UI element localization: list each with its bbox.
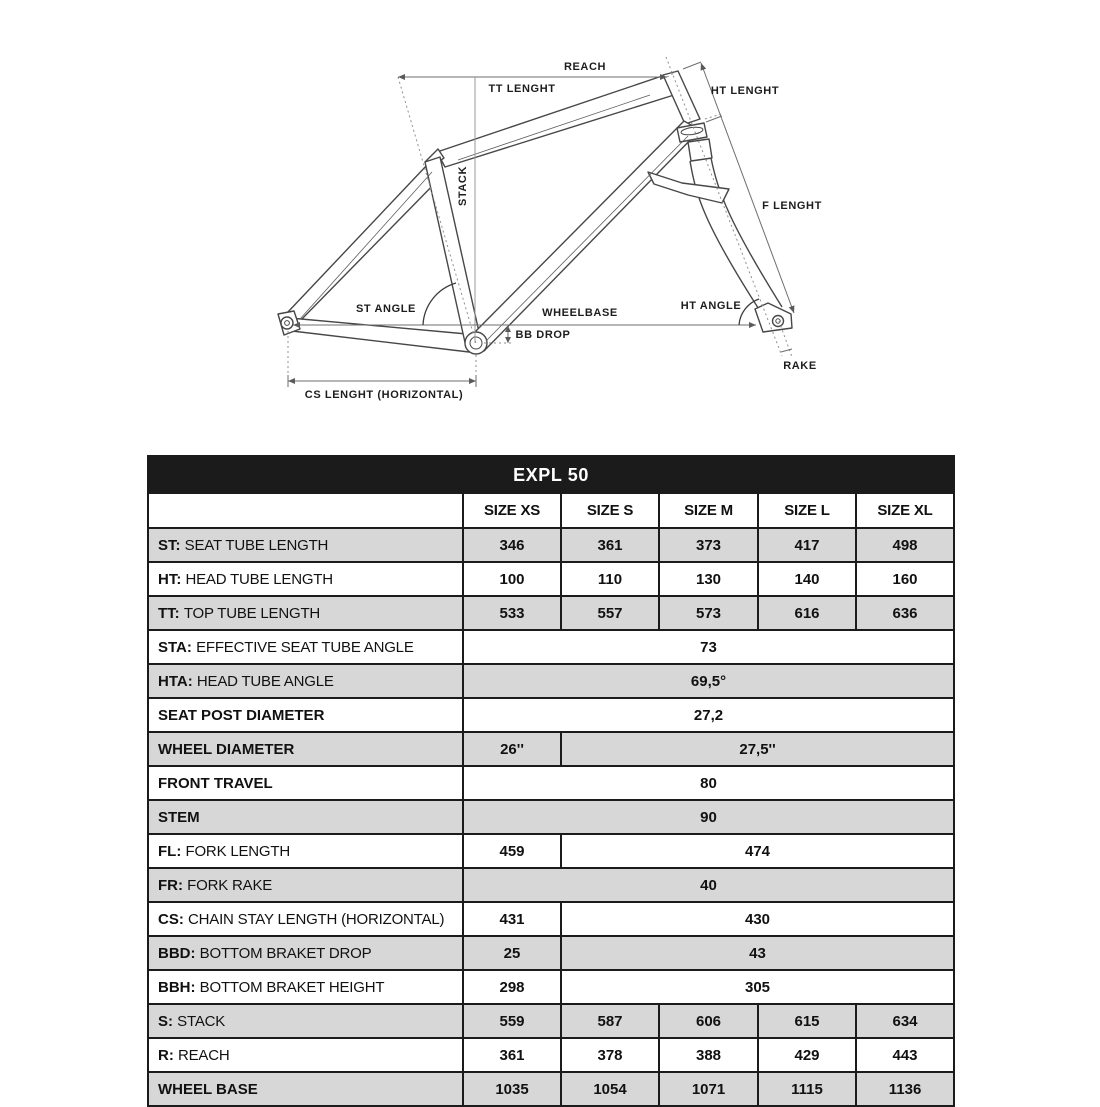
spec-value: 430	[561, 902, 954, 936]
spec-value: 417	[758, 528, 856, 562]
frame-geometry-diagram	[0, 0, 1100, 440]
column-header: SIZE L	[758, 493, 856, 528]
spec-value: 361	[561, 528, 659, 562]
label-rake: RAKE	[783, 360, 817, 372]
spec-value: 160	[856, 562, 954, 596]
title-row	[148, 456, 954, 493]
spec-name: HEAD TUBE ANGLE	[196, 672, 334, 690]
spec-value: 443	[856, 1038, 954, 1072]
label-wheelbase: WHEELBASE	[542, 307, 618, 319]
rear-axle-hole	[285, 321, 290, 326]
spec-abbr: FR:	[158, 876, 183, 894]
spec-abbr: FRONT TRAVEL	[158, 774, 273, 792]
spec-row	[148, 664, 954, 698]
spec-label	[148, 1038, 463, 1072]
spec-name: SEAT TUBE LENGTH	[184, 536, 329, 554]
spec-value: 557	[561, 596, 659, 630]
spec-label	[148, 562, 463, 596]
spec-label	[148, 732, 463, 766]
spec-value: 1071	[659, 1072, 758, 1106]
spec-abbr: ST:	[158, 536, 181, 554]
spec-value: 27,2	[463, 698, 954, 732]
spec-row	[148, 766, 954, 800]
spec-value: 305	[561, 970, 954, 1004]
ht-bottom-tick	[706, 116, 722, 122]
spec-name: STACK	[177, 1012, 226, 1030]
spec-abbr: WHEEL DIAMETER	[158, 740, 295, 758]
spec-value: 378	[561, 1038, 659, 1072]
spec-row	[148, 868, 954, 902]
spec-value: 1136	[856, 1072, 954, 1106]
spec-row	[148, 732, 954, 766]
spec-name: FORK LENGTH	[185, 842, 290, 860]
spec-abbr: STEM	[158, 808, 200, 826]
spec-value: 615	[758, 1004, 856, 1038]
spec-value: 533	[463, 596, 561, 630]
spec-row	[148, 800, 954, 834]
spec-abbr: S:	[158, 1012, 173, 1030]
spec-value: 361	[463, 1038, 561, 1072]
spec-value: 616	[758, 596, 856, 630]
spec-value: 559	[463, 1004, 561, 1038]
column-header: SIZE XL	[856, 493, 954, 528]
spec-row	[148, 1072, 954, 1106]
spec-row	[148, 902, 954, 936]
ht-top-tick	[683, 62, 701, 69]
spec-label	[148, 834, 463, 868]
spec-label	[148, 630, 463, 664]
spec-row	[148, 834, 954, 868]
chain-stay	[290, 318, 469, 352]
label-f-lenght: F LENGHT	[762, 200, 822, 212]
st-angle-arc	[423, 283, 456, 325]
spec-abbr: TT:	[158, 604, 180, 622]
spec-label	[148, 664, 463, 698]
spec-value: 373	[659, 528, 758, 562]
label-ht-angle: HT ANGLE	[680, 300, 742, 312]
spec-value: 587	[561, 1004, 659, 1038]
spec-row	[148, 698, 954, 732]
spec-abbr: R:	[158, 1046, 174, 1064]
spec-row	[148, 936, 954, 970]
spec-row	[148, 1038, 954, 1072]
geometry-table	[147, 455, 955, 1107]
spec-value: 40	[463, 868, 954, 902]
spec-row	[148, 562, 954, 596]
spec-value: 73	[463, 630, 954, 664]
spec-row	[148, 596, 954, 630]
spec-value: 110	[561, 562, 659, 596]
head-tube	[663, 71, 700, 124]
spec-label	[148, 528, 463, 562]
spec-value: 498	[856, 528, 954, 562]
spec-label	[148, 698, 463, 732]
spec-abbr: BBD:	[158, 944, 196, 962]
spec-value: 606	[659, 1004, 758, 1038]
spec-value: 27,5''	[561, 732, 954, 766]
corner-cell	[148, 493, 463, 528]
spec-label	[148, 936, 463, 970]
label-bb-drop: BB DROP	[515, 329, 571, 341]
spec-value: 459	[463, 834, 561, 868]
spec-value: 636	[856, 596, 954, 630]
spec-abbr: WHEEL BASE	[158, 1080, 258, 1098]
spec-value: 140	[758, 562, 856, 596]
spec-label	[148, 596, 463, 630]
spec-name: HEAD TUBE LENGTH	[185, 570, 333, 588]
spec-row	[148, 970, 954, 1004]
spec-value: 90	[463, 800, 954, 834]
spec-abbr: BBH:	[158, 978, 196, 996]
label-st-angle: ST ANGLE	[355, 303, 417, 315]
spec-value: 43	[561, 936, 954, 970]
bb-shell-inner	[470, 337, 482, 349]
spec-value: 474	[561, 834, 954, 868]
spec-abbr: HT:	[158, 570, 182, 588]
spec-name: BOTTOM BRAKET HEIGHT	[199, 978, 385, 996]
spec-value: 1035	[463, 1072, 561, 1106]
rake-dim	[781, 349, 792, 352]
spec-row	[148, 630, 954, 664]
spec-value: 388	[659, 1038, 758, 1072]
spec-value: 1054	[561, 1072, 659, 1106]
spec-value: 25	[463, 936, 561, 970]
spec-name: EFFECTIVE SEAT TUBE ANGLE	[196, 638, 414, 656]
spec-label	[148, 868, 463, 902]
label-tt-lenght: TT LENGHT	[488, 83, 556, 95]
spec-name: FORK RAKE	[187, 876, 273, 894]
table-title: EXPL 50	[148, 456, 954, 493]
column-header: SIZE XS	[463, 493, 561, 528]
spec-label	[148, 766, 463, 800]
spec-abbr: FL:	[158, 842, 182, 860]
spec-row	[148, 528, 954, 562]
spec-value: 130	[659, 562, 758, 596]
spec-abbr: STA:	[158, 638, 192, 656]
spec-value: 431	[463, 902, 561, 936]
spec-value: 80	[463, 766, 954, 800]
spec-value: 298	[463, 970, 561, 1004]
column-header: SIZE S	[561, 493, 659, 528]
spec-abbr: SEAT POST DIAMETER	[158, 706, 325, 724]
spec-name: CHAIN STAY LENGTH (HORIZONTAL)	[188, 910, 445, 928]
seat-tube	[425, 157, 481, 347]
label-ht-lenght: HT LENGHT	[710, 85, 780, 97]
spec-value: 100	[463, 562, 561, 596]
spec-value: 346	[463, 528, 561, 562]
spec-value: 26''	[463, 732, 561, 766]
fork-leg-outer	[711, 158, 782, 307]
label-stack: STACK	[457, 165, 469, 207]
label-reach: REACH	[563, 61, 607, 73]
spec-label	[148, 902, 463, 936]
spec-value: 429	[758, 1038, 856, 1072]
spec-row	[148, 1004, 954, 1038]
fork-leg-inner	[690, 161, 762, 314]
column-header: SIZE M	[659, 493, 758, 528]
seat-stay	[287, 164, 443, 324]
spec-abbr: HTA:	[158, 672, 193, 690]
spec-name: BOTTOM BRAKET DROP	[199, 944, 372, 962]
spec-name: REACH	[178, 1046, 230, 1064]
spec-label	[148, 800, 463, 834]
spec-label	[148, 970, 463, 1004]
steerer	[688, 139, 712, 161]
spec-label	[148, 1004, 463, 1038]
spec-name: TOP TUBE LENGTH	[183, 604, 321, 622]
label-cs-lenght: CS LENGHT (HORIZONTAL)	[304, 389, 464, 401]
spec-abbr: CS:	[158, 910, 184, 928]
spec-value: 573	[659, 596, 758, 630]
spec-label	[148, 1072, 463, 1106]
spec-value: 69,5°	[463, 664, 954, 698]
spec-value: 1115	[758, 1072, 856, 1106]
size-header-row	[148, 493, 954, 528]
spec-table-body	[148, 528, 954, 1106]
spec-value: 634	[856, 1004, 954, 1038]
